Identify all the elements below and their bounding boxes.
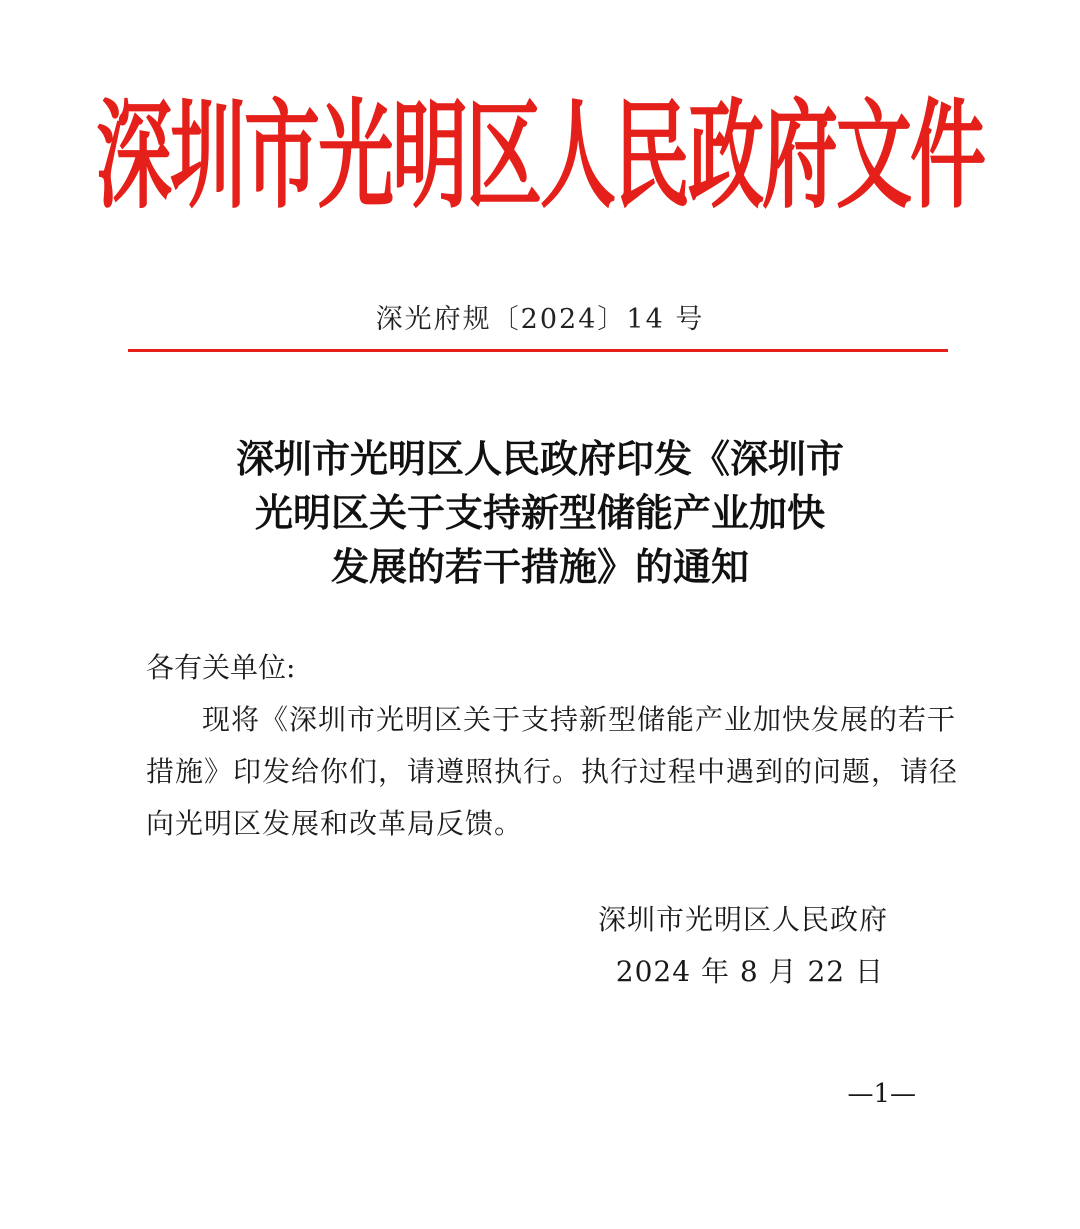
issue-date: 2024 年 8 月 22 日 — [615, 955, 884, 988]
issuer-signature: 深圳市光明区人民政府 — [597, 903, 888, 936]
red-divider-rule — [128, 349, 948, 352]
notice-title-line-1: 深圳市光明区人民政府印发《深圳市 — [235, 436, 844, 481]
notice-title-line-3: 发展的若干措施》的通知 — [330, 544, 749, 589]
document-number: 深光府规〔2024〕14 号 — [375, 304, 705, 335]
notice-title — [0, 432, 1080, 594]
body-text-line-2: 措施》印发给你们，请遵照执行。执行过程中遇到的问题，请径 — [146, 755, 959, 788]
body-text-line-3: 向光明区发展和改革局反馈。 — [146, 807, 524, 840]
salutation: 各有关单位: — [146, 651, 296, 684]
notice-title-line-2: 光明区关于支持新型储能产业加快 — [254, 490, 825, 535]
page-number: —1— — [847, 1079, 916, 1109]
document-header-title: 深圳市光明区人民政府文件 — [96, 86, 984, 225]
body-text-line-1: 现将《深圳市光明区关于支持新型储能产业加快发展的若干 — [202, 703, 957, 736]
